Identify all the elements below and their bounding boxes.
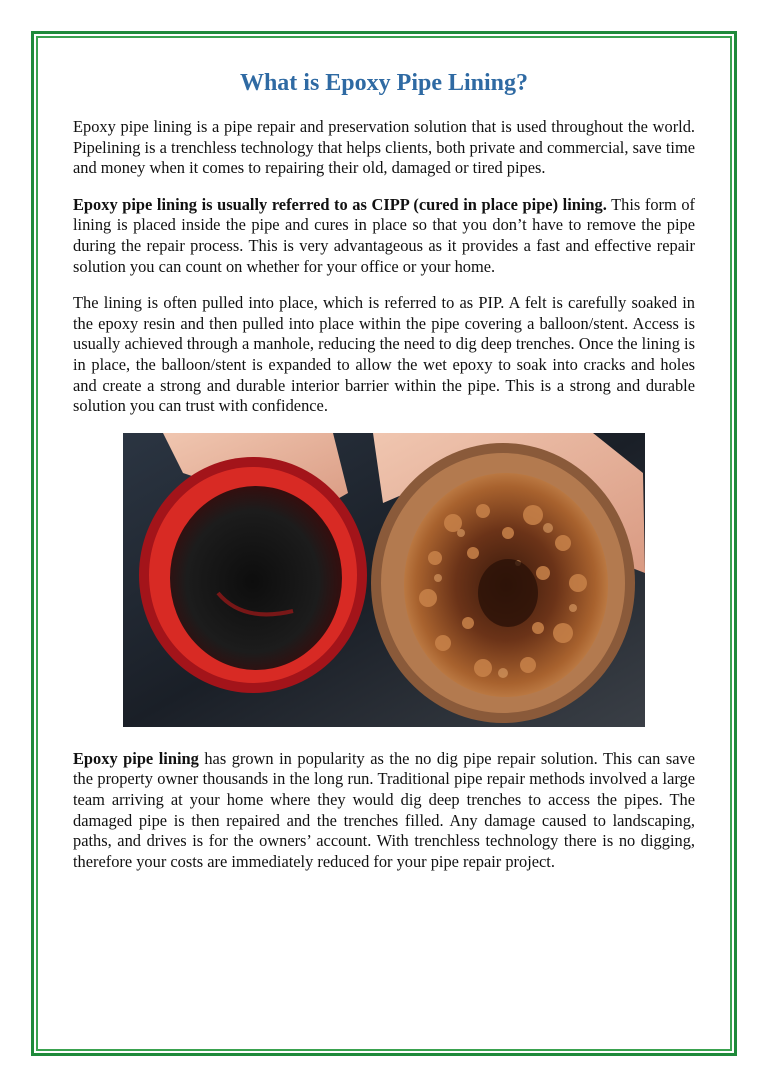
paragraph-popularity	[73, 749, 695, 873]
page-title: What is Epoxy Pipe Lining?	[239, 70, 529, 96]
paragraph-cipp-bold: Epoxy pipe lining is usually referred to as CIPP (cured in place pipe) lining.	[73, 194, 607, 214]
document-body	[73, 70, 695, 888]
paragraph-pip: The lining is often pulled into place, which is referred to as PIP. A felt is carefully soaked in the epoxy resin and then pulled into place within the pipe covering a balloon/stent. Access is usually achieved through a manhole, reducing the need to dig deep trenches. Once the lining is in place, the balloon/stent is expanded to allow the wet epoxy to soak into cracks and holes and create a strong and durable interior barrier within the pipe. This is a strong and durable solution you can trust with confidence.	[73, 293, 695, 416]
pipe-comparison-photo	[123, 433, 645, 727]
lined-pipe-interior	[170, 486, 342, 670]
paragraph-cipp-text: This form of lining is placed inside the pipe and cures in place so that you don’t have to remove the pipe during the repair process. This is very advantageous as it provides a fast and effective repair solution you can count on whether for your office or your home.	[73, 194, 696, 276]
paragraph-popularity-text: has grown in popularity as the no dig pipe repair solution. This can save the property owner thousands in the long run. Traditional pipe repair methods involved a large team arriving at your home where they would dig deep trenches to access the pipes. The damaged pipe is then repaired and the trenches filled. Any damage caused to landscaping, paths, and drives is for the owners’ account. With trenchless technology there is no digging, therefore your costs are immediately reduced for your pipe repair project.	[73, 748, 696, 871]
paragraph-popularity-bold: Epoxy pipe lining	[73, 748, 199, 768]
paragraph-cipp	[73, 195, 695, 277]
paragraph-intro: Epoxy pipe lining is a pipe repair and preservation solution that is used throughout the world. Pipelining is a trenchless technology that helps clients, both private and commercial, save time and money when it comes to repairing their old, damaged or tired pipes.	[73, 117, 695, 178]
